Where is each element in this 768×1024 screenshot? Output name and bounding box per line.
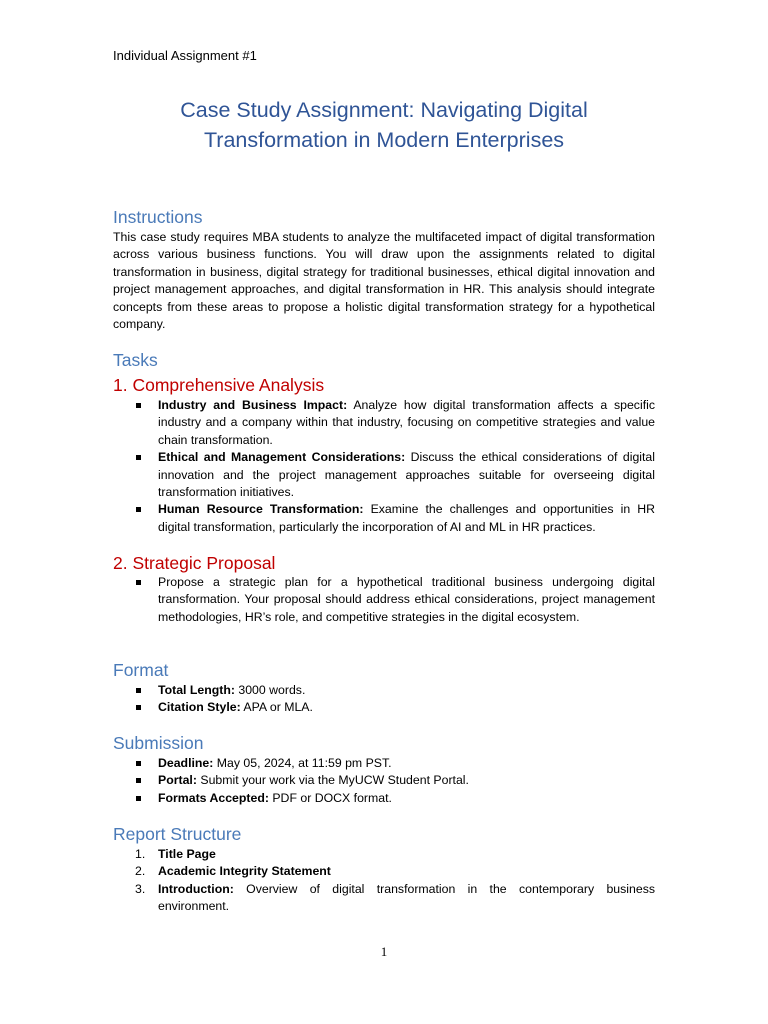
instructions-heading: Instructions xyxy=(113,207,203,227)
item-text: Propose a strategic plan for a hypothetical traditional business undergoing digital transformation. Your proposal should address ethical considerations, project management methodologies, HR’s role, and competitive strategies in the digital ecosystem. xyxy=(158,575,655,624)
item-text: Submit your work via the MyUCW Student Portal. xyxy=(200,773,469,788)
bullet-icon xyxy=(136,688,141,693)
format-heading: Format xyxy=(113,660,169,680)
submission-list xyxy=(113,755,655,807)
page-header: Individual Assignment #1 xyxy=(113,48,257,63)
item-label: Portal: xyxy=(158,773,197,788)
list-item xyxy=(113,574,655,626)
bullet-icon xyxy=(136,507,141,512)
tasks-heading: Tasks xyxy=(113,350,158,370)
item-number: 2. xyxy=(135,864,146,879)
item-text: Overview of digital transformation in the contemporary business environment. xyxy=(158,881,655,914)
item-label: Industry and Business Impact: xyxy=(158,398,348,412)
list-item xyxy=(113,772,655,789)
list-item xyxy=(113,863,655,880)
task2-heading: 2. Strategic Proposal xyxy=(113,553,276,573)
list-item xyxy=(113,755,655,772)
item-label: Citation Style: xyxy=(158,700,241,715)
item-label: Introduction: xyxy=(158,881,234,896)
item-label: Academic Integrity Statement xyxy=(158,864,331,879)
item-text: PDF or DOCX format. xyxy=(272,790,392,805)
submission-heading: Submission xyxy=(113,733,204,753)
instructions-paragraph: This case study requires MBA students to analyze the multifaceted impact of digital transformation across various business functions. You will draw upon the assignments related to digital transformation in business, digital strategy for traditional businesses, ethical digital innovation and project management approaches, and digital transformation in HR. This analysis should integrate concepts from these areas to propose a holistic digital transformation strategy for a hypothetical company. xyxy=(113,230,655,332)
document-title: Case Study Assignment: Navigating Digital Transformation in Modern Enterprises xyxy=(180,98,588,152)
task2-list xyxy=(113,574,655,626)
bullet-icon xyxy=(136,580,141,585)
list-item xyxy=(113,682,655,699)
bullet-icon xyxy=(136,796,141,801)
report-structure-list xyxy=(113,846,655,916)
list-item xyxy=(113,449,655,501)
item-label: Ethical and Management Considerations: xyxy=(158,450,406,465)
bullet-icon xyxy=(136,778,141,783)
list-item xyxy=(113,699,655,716)
item-label: Formats Accepted: xyxy=(158,790,269,805)
task1-heading: 1. Comprehensive Analysis xyxy=(113,375,325,395)
bullet-icon xyxy=(136,705,141,710)
bullet-icon xyxy=(136,403,141,408)
item-text: 3000 words. xyxy=(238,683,306,697)
item-text: May 05, 2024, at 11:59 pm PST. xyxy=(216,756,392,770)
report-structure-heading: Report Structure xyxy=(113,824,242,844)
item-text: Examine the challenges and opportunities in HR digital transformation, particularly the incorporation of AI and ML in HR practices. xyxy=(158,502,656,534)
item-text: Analyze how digital transformation affects a specific industry and a company within that industry, focusing on competitive strategies and value chain transformation. xyxy=(158,398,655,447)
format-list xyxy=(113,682,655,717)
page-number: 1 xyxy=(380,944,388,959)
list-item xyxy=(113,881,655,916)
bullet-icon xyxy=(136,455,141,460)
list-item xyxy=(113,397,655,449)
list-item xyxy=(113,501,655,536)
list-item xyxy=(113,846,655,863)
item-label: Total Length: xyxy=(158,683,235,697)
item-number: 3. xyxy=(135,881,146,896)
item-label: Human Resource Transformation: xyxy=(158,502,364,517)
item-label: Title Page xyxy=(158,847,216,861)
list-item xyxy=(113,790,655,807)
bullet-icon xyxy=(136,761,141,766)
item-label: Deadline: xyxy=(158,756,214,770)
task1-list xyxy=(113,397,655,536)
item-text: Discuss the ethical considerations of digital innovation and the project management approaches suitable for overseeing digital transformation initiatives. xyxy=(158,450,655,500)
item-number: 1. xyxy=(135,847,146,861)
item-text: APA or MLA. xyxy=(243,700,313,715)
